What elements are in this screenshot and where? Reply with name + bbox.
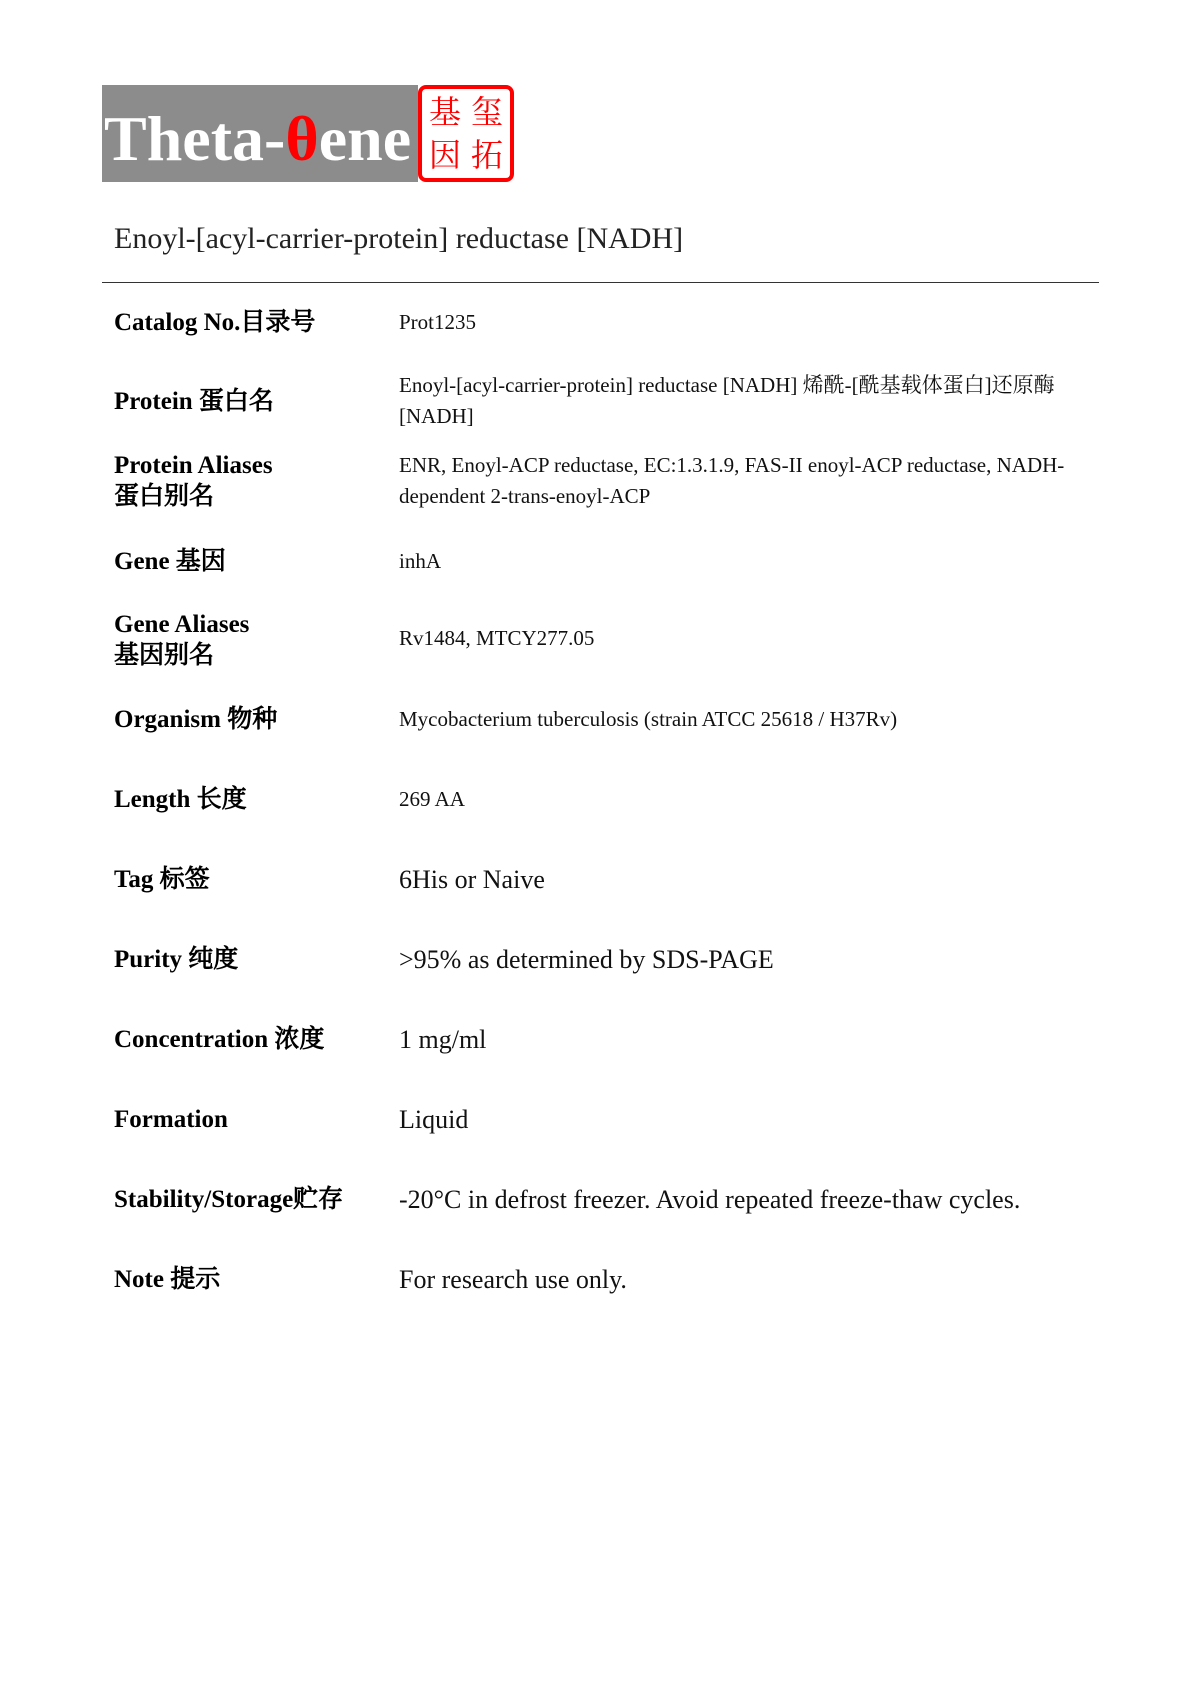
- stamp-char: 因: [428, 135, 461, 174]
- field-value: -20°C in defrost freezer. Avoid repeated freeze-thaw cycles.: [399, 1185, 1021, 1214]
- field-value: >95% as determined by SDS-PAGE: [399, 945, 774, 974]
- logo-stamp-seal: [418, 85, 514, 182]
- field-label: Tag 标签: [114, 866, 210, 893]
- field-value: Mycobacterium tuberculosis (strain ATCC 25618 / H37Rv): [399, 707, 898, 731]
- logo-text-prefix: Theta-: [104, 102, 286, 174]
- field-label: Protein 蛋白名: [114, 388, 274, 415]
- field-value: 6His or Naive: [399, 865, 545, 894]
- field-label: Concentration 浓度: [114, 1026, 325, 1053]
- field-label: Note 提示: [114, 1266, 221, 1293]
- stamp-char: 基: [428, 93, 461, 132]
- field-value: Prot1235: [399, 310, 477, 334]
- field-value: inhA: [399, 549, 441, 573]
- field-value: ENR, Enoyl-ACP reductase, EC:1.3.1.9, FAS-II enoyl-ACP reductase, NADH-dependent 2-trans-enoyl-ACP: [399, 453, 1065, 508]
- field-label: [114, 450, 394, 512]
- field-label: Purity 纯度: [114, 946, 239, 973]
- field-label-zh: 蛋白别名: [114, 483, 215, 510]
- field-label-en: Protein Aliases: [114, 452, 273, 479]
- field-value: 1 mg/ml: [399, 1025, 487, 1054]
- field-label: Formation: [114, 1106, 228, 1133]
- logo-text-suffix: ene: [318, 102, 412, 174]
- field-value: Enoyl-[acyl-carrier-protein] reductase [NADH] 烯酰-[酰基载体蛋白]还原酶 [NADH]: [399, 373, 1055, 428]
- logo-wordmark: [102, 85, 418, 182]
- field-value: Liquid: [399, 1105, 469, 1134]
- field-label: [114, 609, 394, 671]
- field-label-en: Gene Aliases: [114, 611, 250, 638]
- header-divider: [102, 282, 1099, 283]
- field-label: Catalog No.目录号: [114, 309, 316, 336]
- field-label: Length 长度: [114, 786, 247, 813]
- field-value: 269 AA: [399, 787, 465, 811]
- field-value: For research use only.: [399, 1265, 627, 1294]
- stamp-char: 玺: [470, 93, 503, 132]
- field-label: Gene 基因: [114, 548, 226, 575]
- field-value: Rv1484, MTCY277.05: [399, 626, 595, 650]
- company-logo: [102, 85, 514, 182]
- field-label-zh: 基因别名: [114, 642, 215, 669]
- document-title: Enoyl-[acyl-carrier-protein] reductase [NADH]: [114, 222, 684, 255]
- stamp-char: 拓: [470, 135, 503, 174]
- logo-theta-glyph: θ: [285, 102, 319, 174]
- field-label: Stability/Storage贮存: [114, 1186, 344, 1213]
- field-label: Organism 物种: [114, 706, 278, 733]
